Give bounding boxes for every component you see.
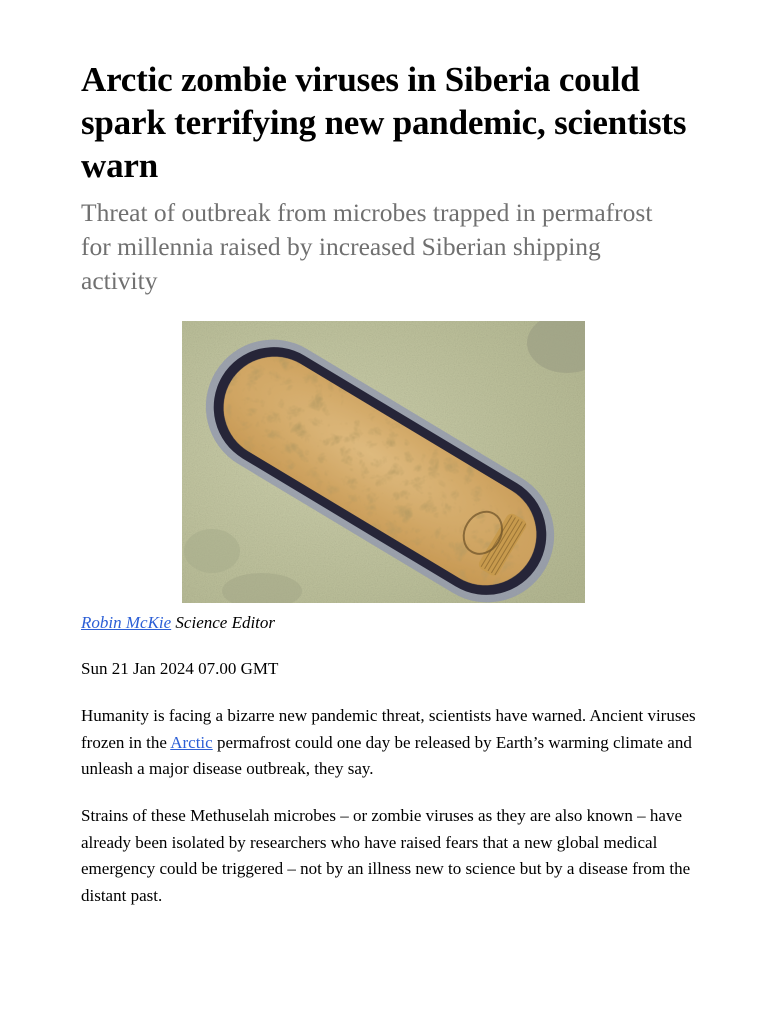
virus-micrograph [182,321,585,603]
arctic-link[interactable]: Arctic [170,732,213,752]
background-blob [184,529,240,573]
author-link[interactable]: Robin McKie [81,613,172,632]
publish-date: Sun 21 Jan 2024 07.00 GMT [81,659,279,678]
author-role: Science Editor [171,613,276,632]
hero-image [182,321,585,603]
article-standfirst: Threat of outbreak from microbes trapped in permafrost for millennia raised by increased Siberian shipping activity [81,198,653,295]
paragraph-text: Humanity is facing a bizarre new pandemic threat, scientists have warned. Ancient viruses frozen in the [81,706,696,752]
body-paragraph-2: Strains of these Methuselah microbes – or zombie viruses as they are also known – have already been isolated by researchers who have raised fears that a new global medical emergency could be triggered – not by an illness new to science but by a disease from the distant past. [81,806,691,905]
article-headline: Arctic zombie viruses in Siberia could spark terrifying new pandemic, scientists warn [81,60,687,185]
article-byline [81,611,275,635]
body-paragraph-1 [81,703,701,783]
paragraph-text: permafrost could one day be released by Earth’s warming climate and unleash a major disease outbreak, they say. [81,732,692,778]
